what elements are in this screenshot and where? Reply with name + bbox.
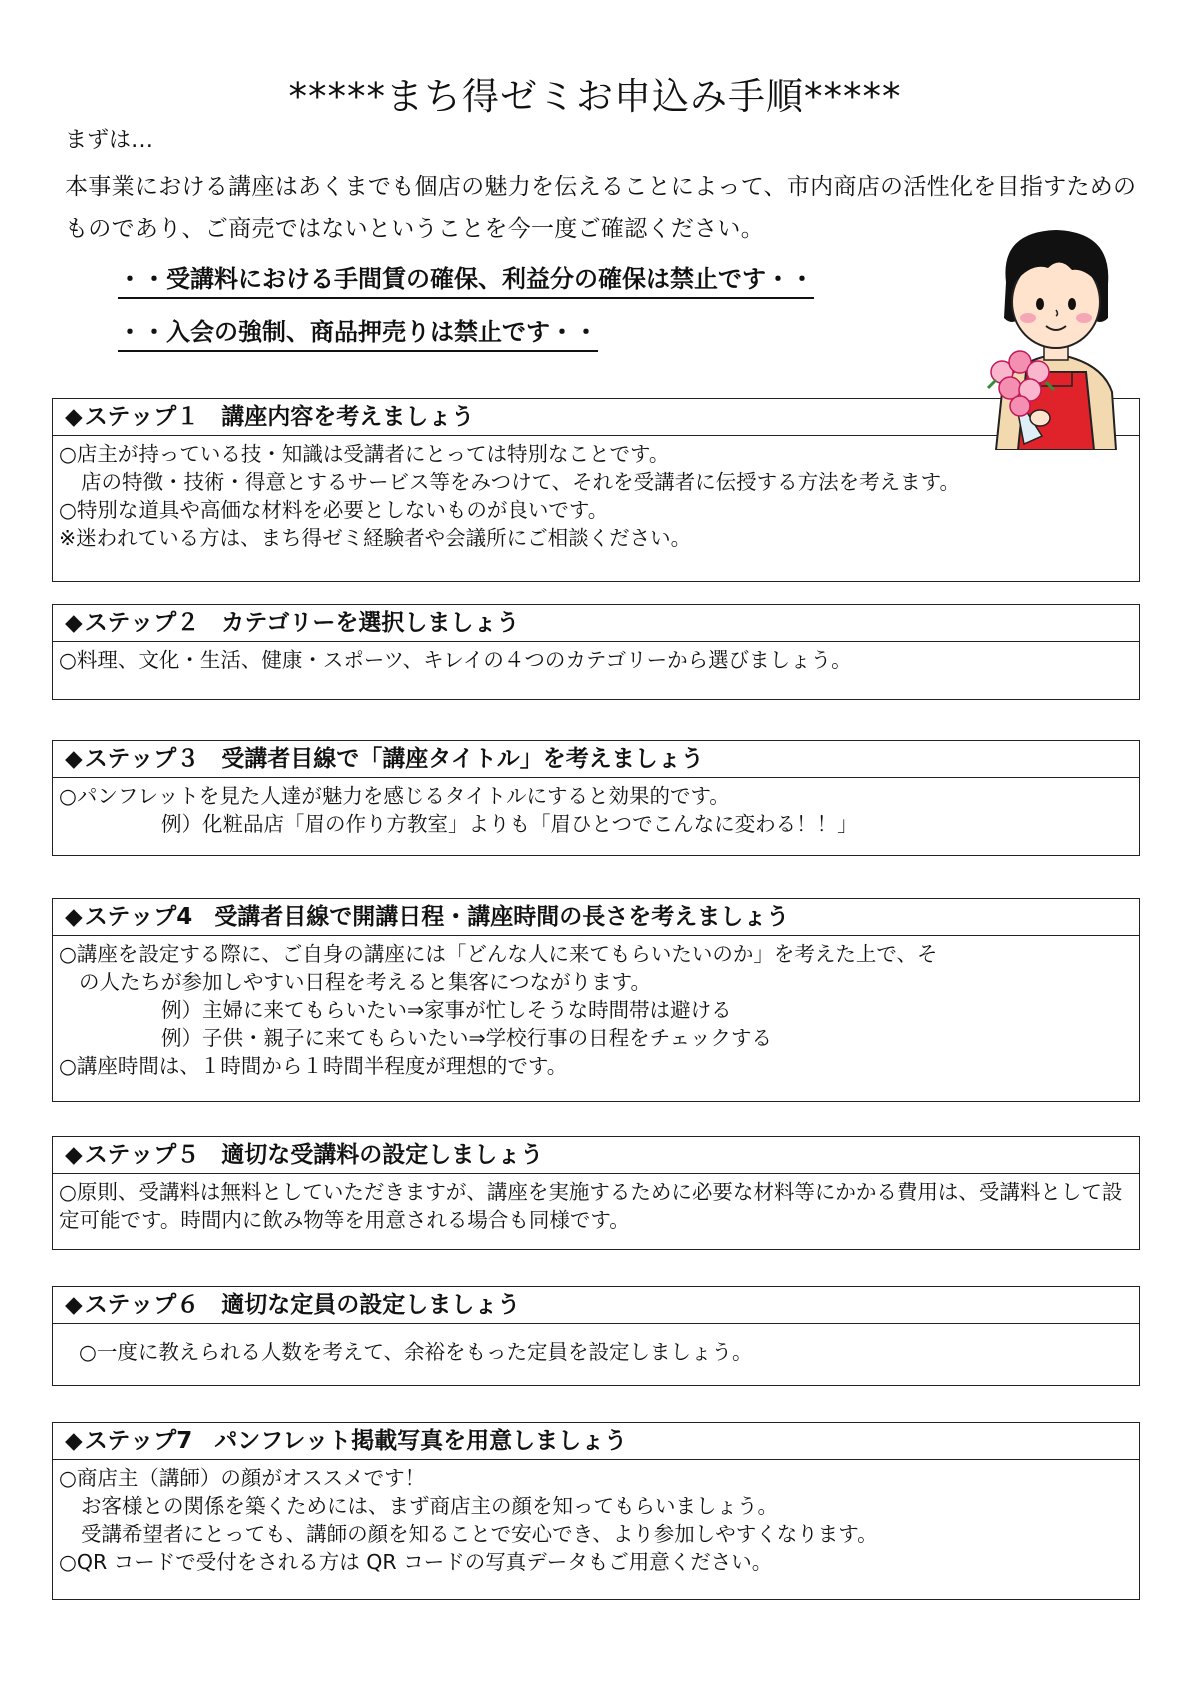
- step-2-title: カテゴリーを選択しましょう: [221, 610, 520, 636]
- diamond-icon: ◆: [65, 746, 83, 772]
- step-6-box: [52, 1286, 1140, 1386]
- step-7-line: ○商店主（講師）の顔がオススメです！: [59, 1466, 426, 1490]
- step-6-title: 適切な定員の設定しましょう: [221, 1292, 521, 1318]
- step-4-line: ○講座を設定する際に、ご自身の講座には「どんな人に来てもらいたいのか」を考えた上で、そ: [59, 942, 938, 966]
- step-5-box: [52, 1136, 1140, 1250]
- step-1-line: ○店主が持っている技・知識は受講者にとっては特別なことです。: [59, 442, 670, 466]
- step-1-box: [52, 398, 1140, 582]
- step-5-number: ステップ５: [84, 1142, 200, 1168]
- step-7-line: ○QR コードで受付をされる方は QR コードの写真データもご用意ください。: [59, 1550, 773, 1574]
- step-4-box: [52, 898, 1140, 1102]
- step-4-line: 例）子供・親子に来てもらいたい⇒学校行事の日程をチェックする: [161, 1026, 773, 1050]
- step-4-header: [53, 899, 1139, 936]
- step-2-line: ○料理、文化・生活、健康・スポーツ、キレイの４つのカテゴリーから選びましょう。: [59, 648, 852, 672]
- step-7-title: パンフレット掲載写真を用意しましょう: [214, 1428, 628, 1454]
- step-1-line: ○特別な道具や高価な材料を必要としないものが良いです。: [59, 498, 609, 522]
- diamond-icon: ◆: [65, 904, 83, 930]
- step-3-line: ○パンフレットを見た人達が魅力を感じるタイトルにすると効果的です。: [59, 784, 730, 808]
- step-1-title: 講座内容を考えましょう: [221, 404, 475, 430]
- step-3-title: 受講者目線で「講座タイトル」を考えましょう: [221, 746, 704, 772]
- diamond-icon: ◆: [65, 610, 83, 636]
- step-2-header: [53, 605, 1139, 642]
- step-4-number: ステップ4: [84, 904, 193, 930]
- rule-no-profit: ・・受講料における手間賃の確保、利益分の確保は禁止です・・: [118, 263, 814, 299]
- step-7-box: [52, 1422, 1140, 1600]
- step-1-line: ※迷われている方は、まち得ゼミ経験者や会議所にご相談ください。: [59, 526, 692, 550]
- step-4-line: ○講座時間は、１時間から１時間半程度が理想的です。: [59, 1054, 568, 1078]
- step-1-header: [53, 399, 1139, 436]
- step-3-number: ステップ３: [84, 746, 200, 772]
- step-5-title: 適切な受講料の設定しましょう: [221, 1142, 544, 1168]
- step-7-number: ステップ7: [84, 1428, 193, 1454]
- step-1-line: 店の特徴・技術・得意とするサービス等をみつけて、それを受講者に伝授する方法を考えます。: [81, 470, 961, 494]
- step-3-header: [53, 741, 1139, 778]
- step-6-header: [53, 1287, 1139, 1324]
- diamond-icon: ◆: [65, 1292, 83, 1318]
- intro-body: 本事業における講座はあくまでも個店の魅力を伝えることによって、市内商店の活性化を目指すためのものであり、ご商売ではないということを今一度ご確認ください。: [65, 174, 1137, 242]
- step-1-number: ステップ１: [84, 404, 200, 430]
- diamond-icon: ◆: [65, 1428, 83, 1454]
- step-6-number: ステップ６: [84, 1292, 200, 1318]
- step-4-line: の人たちが参加しやすい日程を考えると集客につながります。: [79, 970, 651, 994]
- page-title: *****まち得ゼミお申込み手順*****: [288, 75, 902, 118]
- step-3-line: 例）化粧品店「眉の作り方教室」よりも「眉ひとつでこんなに変わる！！」: [161, 812, 858, 836]
- step-3-box: [52, 740, 1140, 856]
- diamond-icon: ◆: [65, 404, 83, 430]
- shopkeeper-mascot-icon: [980, 222, 1132, 450]
- step-6-line: ○一度に教えられる人数を考えて、余裕をもった定員を設定しましょう。: [79, 1340, 753, 1364]
- step-5-line: ○原則、受講料は無料としていただきますが、講座を実施するために必要な材料等にかかる費用は、受講料として設定可能です。時間内に飲み物等を用意される場合も同様です。: [59, 1180, 1123, 1232]
- intro-lead: まずは…: [65, 128, 154, 153]
- step-7-header: [53, 1423, 1139, 1460]
- step-5-header: [53, 1137, 1139, 1174]
- step-4-line: 例）主婦に来てもらいたい⇒家事が忙しそうな時間帯は避ける: [161, 998, 732, 1022]
- step-7-line: お客様との関係を築くためには、まず商店主の顔を知ってもらいましょう。: [81, 1494, 778, 1518]
- rule-no-forced-sales: ・・入会の強制、商品押売りは禁止です・・: [118, 316, 598, 352]
- step-2-box: [52, 604, 1140, 700]
- step-2-number: ステップ２: [84, 610, 200, 636]
- step-7-line: 受講希望者にとっても、講師の顔を知ることで安心でき、より参加しやすくなります。: [81, 1522, 878, 1546]
- step-4-title: 受講者目線で開講日程・講座時間の長さを考えましょう: [214, 904, 790, 930]
- diamond-icon: ◆: [65, 1142, 83, 1168]
